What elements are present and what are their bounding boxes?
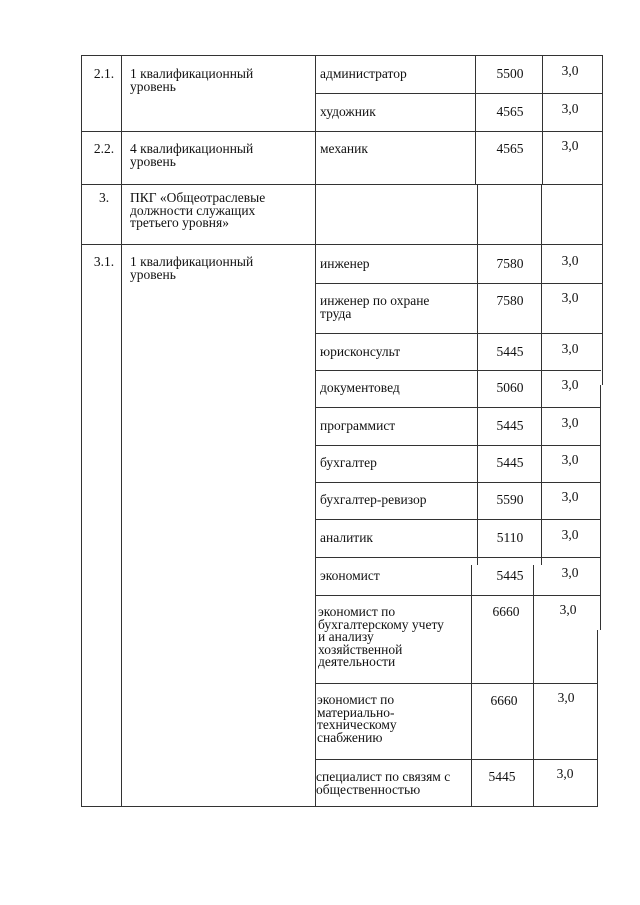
row-divider xyxy=(315,519,601,520)
position-name: юрисконсульт xyxy=(320,344,401,359)
position-name: бухгалтер xyxy=(320,455,377,470)
qualification-level: 4 квалификационный уровень xyxy=(130,141,254,169)
row-divider xyxy=(315,482,601,483)
table-column-divider xyxy=(121,55,122,807)
position-name: механик xyxy=(320,141,368,156)
row-divider xyxy=(315,595,600,596)
row-divider xyxy=(315,370,601,371)
salary-value: 5445 xyxy=(496,455,524,470)
row-divider xyxy=(315,407,601,408)
coefficient-value: 3,0 xyxy=(561,415,579,430)
position-name: администратор xyxy=(320,66,407,81)
coefficient-value: 3,0 xyxy=(561,101,579,116)
position-name: экономист по бухгалтерскому учету и анализу хозяйственной деятельности xyxy=(318,604,444,669)
qualification-level: 1 квалификационный уровень xyxy=(130,254,254,282)
position-name: аналитик xyxy=(320,530,373,545)
position-name: художник xyxy=(320,104,376,119)
position-name: экономист xyxy=(320,568,380,583)
coefficient-value: 3,0 xyxy=(561,377,579,392)
table-border-top xyxy=(81,55,603,56)
row-divider xyxy=(315,759,598,760)
salary-value: 5590 xyxy=(496,492,524,507)
table-column-divider xyxy=(533,565,534,807)
coefficient-value: 3,0 xyxy=(557,690,575,705)
qualification-level: 1 квалификационный уровень xyxy=(130,66,254,94)
coefficient-value: 3,0 xyxy=(561,138,579,153)
table-border-left xyxy=(81,55,82,807)
table-column-divider xyxy=(541,185,542,565)
coefficient-value: 3,0 xyxy=(561,489,579,504)
salary-value: 5500 xyxy=(496,66,524,81)
coefficient-value: 3,0 xyxy=(559,602,577,617)
coefficient-value: 3,0 xyxy=(561,527,579,542)
coefficient-value: 3,0 xyxy=(561,63,579,78)
group-title: ПКГ «Общеотраслевые должности служащих третьего уровня» xyxy=(130,190,266,230)
salary-value: 5445 xyxy=(496,418,524,433)
row-number: 3. xyxy=(98,190,110,205)
coefficient-value: 3,0 xyxy=(561,565,579,580)
position-name: бухгалтер-ревизор xyxy=(320,492,427,507)
row-divider xyxy=(315,557,600,558)
table-column-divider xyxy=(477,185,478,565)
position-name: экономист по материально- техническому снабжению xyxy=(317,692,397,745)
table-column-divider xyxy=(315,55,316,807)
table-border-right xyxy=(600,385,601,630)
position-name: инженер xyxy=(320,256,370,271)
row-divider xyxy=(81,244,603,245)
position-name: инженер по охране труда xyxy=(320,293,430,321)
position-name: документовед xyxy=(320,380,400,395)
row-number: 2.2. xyxy=(93,141,115,156)
salary-value: 5445 xyxy=(488,769,516,784)
row-divider xyxy=(315,283,603,284)
salary-value: 7580 xyxy=(496,293,524,308)
table-border-bottom xyxy=(81,806,598,807)
salary-value: 7580 xyxy=(496,256,524,271)
salary-value: 5060 xyxy=(496,380,524,395)
salary-value: 5110 xyxy=(496,530,524,545)
table-border-right xyxy=(597,630,598,807)
table-border-right xyxy=(602,55,603,385)
salary-value: 6660 xyxy=(492,604,520,619)
row-divider xyxy=(315,445,601,446)
position-name: программист xyxy=(320,418,396,433)
table-column-divider xyxy=(542,55,543,185)
salary-value: 5445 xyxy=(496,568,524,583)
coefficient-value: 3,0 xyxy=(556,766,574,781)
row-number: 3.1. xyxy=(93,254,115,269)
coefficient-value: 3,0 xyxy=(561,253,579,268)
salary-value: 4565 xyxy=(496,141,524,156)
salary-value: 4565 xyxy=(496,104,524,119)
row-divider xyxy=(315,333,602,334)
row-divider xyxy=(81,131,603,132)
coefficient-value: 3,0 xyxy=(561,452,579,467)
table-column-divider xyxy=(475,55,476,185)
salary-value: 6660 xyxy=(490,693,518,708)
table-column-divider xyxy=(471,565,472,807)
salary-value: 5445 xyxy=(496,344,524,359)
row-divider xyxy=(315,683,598,684)
row-divider xyxy=(315,93,603,94)
coefficient-value: 3,0 xyxy=(561,290,579,305)
coefficient-value: 3,0 xyxy=(561,341,579,356)
row-number: 2.1. xyxy=(93,66,115,81)
row-divider xyxy=(81,184,603,185)
position-name: специалист по связям с общественностью xyxy=(316,769,451,797)
